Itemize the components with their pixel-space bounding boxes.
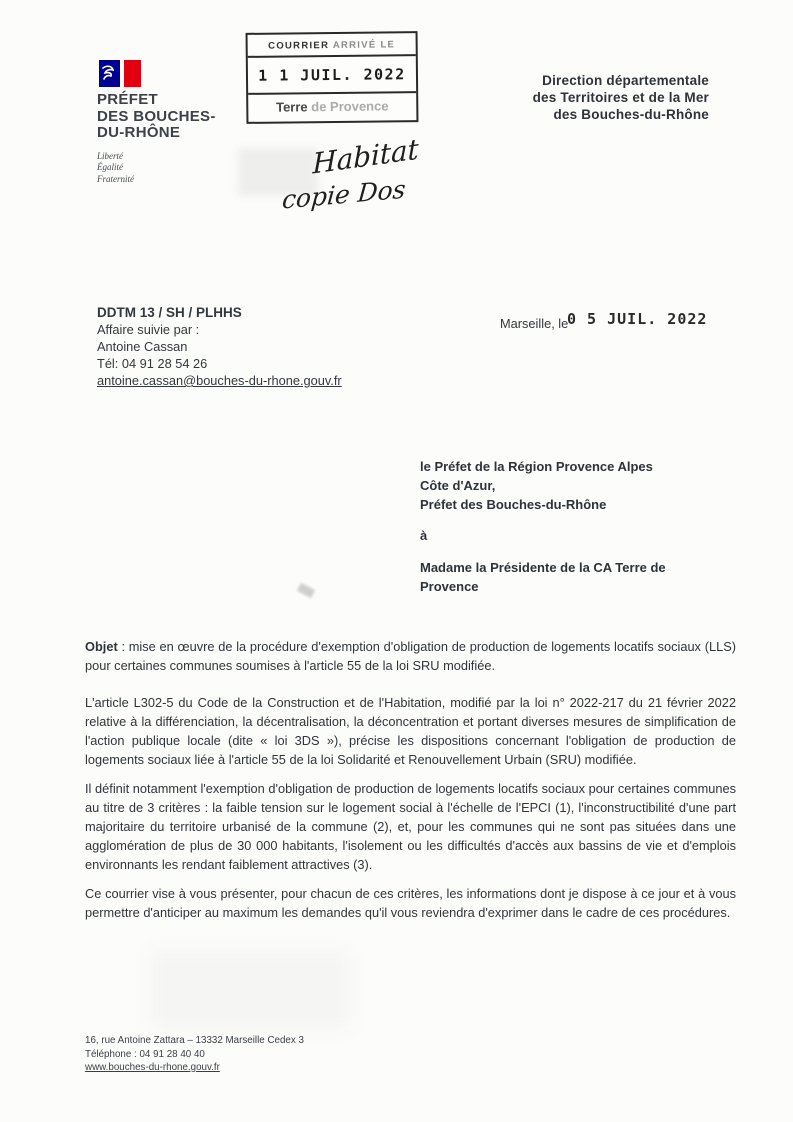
arrival-stamp-title: COURRIER ARRIVÉ LE bbox=[248, 33, 416, 58]
direction-header bbox=[533, 72, 709, 123]
dateline-place: Marseille, le bbox=[500, 316, 569, 331]
motto-line: Fraternité bbox=[97, 173, 134, 184]
sender-service: DDTM 13 / SH / PLHHS bbox=[97, 305, 242, 320]
prefecture-logo bbox=[97, 60, 247, 185]
subject-line bbox=[85, 637, 736, 675]
republic-motto bbox=[97, 151, 247, 186]
body-paragraph: L'article L302-5 du Code de la Construction et de l'Habitation, modifié par la loi n° 2022-217 du 21 février 2022 relative à la différenciation, la décentralisation, la déconcentration et portant diverses mesures de simplification de l'action publique locale (dite « loi 3DS »), précise les dispositions concernant l'obligation de production de logements sociaux liée à l'article 55 de la loi Solidarité et Renouvellement Urbain (SRU) modifiée. bbox=[85, 695, 736, 767]
sender-name: Antoine Cassan bbox=[97, 339, 188, 354]
footer-phone: Téléphone : 04 91 28 40 40 bbox=[85, 1048, 205, 1060]
sender-phone: Tél: 04 91 28 54 26 bbox=[97, 356, 208, 371]
sender-block bbox=[97, 304, 342, 389]
footer-block bbox=[85, 1034, 304, 1075]
prefecture-name bbox=[97, 92, 247, 142]
footer-address: 16, rue Antoine Zattara – 13332 Marseille Cedex 3 bbox=[85, 1035, 304, 1046]
subject-text: : mise en œuvre de la procédure d'exemption d'obligation de production de logements locatifs sociaux (LLS) pour certaines communes soumises à l'article 55 de la loi SRU modifiée. bbox=[85, 639, 736, 673]
recipient-separator: à bbox=[420, 528, 428, 543]
french-flag-icon bbox=[99, 60, 247, 87]
recipient-to-line: Provence bbox=[420, 579, 479, 594]
recipient-from-line: Côte d'Azur, bbox=[420, 478, 496, 493]
letter-body bbox=[85, 637, 736, 932]
subject-label: Objet bbox=[85, 639, 118, 654]
recipient-to-line: Madame la Présidente de la CA Terre de bbox=[420, 560, 666, 575]
footer-website-link[interactable]: www.bouches-du-rhone.gouv.fr bbox=[85, 1062, 220, 1073]
sender-email-link[interactable]: antoine.cassan@bouches-du-rhone.gouv.fr bbox=[97, 373, 342, 388]
motto-line: Liberté bbox=[97, 150, 123, 161]
recipient-block bbox=[420, 457, 666, 596]
body-paragraph: Ce courrier vise à vous présenter, pour chacun de ces critères, les informations dont je dispose à ce jour et à vous permettre d'anticiper au maximum les demandes qu'il vous reviendra d'exprimer dans le cadre de ces procédures. bbox=[85, 886, 736, 920]
ink-smudge bbox=[297, 583, 315, 598]
marianne-icon bbox=[101, 65, 117, 83]
handwritten-note-copie: copie Dos bbox=[280, 174, 407, 215]
recipient-from-line: Préfet des Bouches-du-Rhône bbox=[420, 497, 607, 512]
handwritten-note-habitat: Habitat bbox=[312, 132, 419, 181]
sender-followed-by: Affaire suivie par : bbox=[97, 322, 200, 337]
show-through-ghost bbox=[150, 950, 350, 1030]
recipient-from-line: le Préfet de la Région Provence Alpes bbox=[420, 459, 653, 474]
arrival-stamp-date: 1 1 JUIL. 2022 bbox=[248, 56, 416, 95]
motto-line: Égalité bbox=[97, 162, 123, 172]
direction-line: des Territoires et de la Mer bbox=[532, 90, 709, 105]
arrival-stamp-org: Terre de Provence bbox=[275, 98, 389, 115]
body-paragraph: Il définit notamment l'exemption d'obligation de production de logements locatifs sociaux pour certaines communes au titre de 3 critères : la faible tension sur le logement social à l'échelle de l'EPCI (1), l'inconstructibilité d'une part majoritaire du territoire urbanisé de la commune (2), et, pour les communes qui ne sont pas situées dans une agglomération de plus de 30 000 habitants, l'isolement ou les difficultés d'accès aux bassins de vie et d'emplois environnants les rendant faiblement attractives (3). bbox=[85, 781, 736, 872]
prefecture-name-line: DU-RHÔNE bbox=[97, 124, 181, 141]
direction-line: des Bouches-du-Rhône bbox=[553, 107, 709, 122]
direction-line: Direction départementale bbox=[542, 73, 709, 88]
prefecture-name-line: DES BOUCHES- bbox=[97, 107, 216, 125]
dateline-date-stamp: 0 5 JUIL. 2022 bbox=[567, 310, 708, 328]
arrival-stamp bbox=[246, 31, 419, 124]
prefecture-name-line: PRÉFET bbox=[97, 91, 158, 108]
